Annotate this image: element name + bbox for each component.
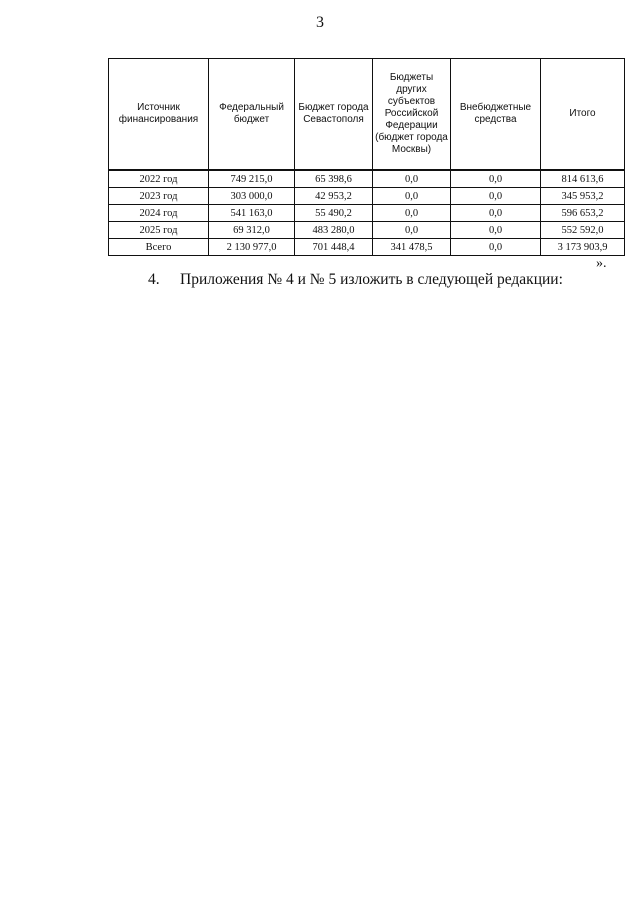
value-cell: 42 953,2: [295, 188, 373, 205]
table-row: [109, 188, 625, 205]
value-cell: 701 448,4: [295, 239, 373, 256]
table-row: [109, 222, 625, 239]
value-cell: 552 592,0: [541, 222, 625, 239]
header-cell-federal: Федеральный бюджет: [209, 59, 295, 171]
value-cell: 55 490,2: [295, 205, 373, 222]
table-row: [109, 205, 625, 222]
header-cell-sevastopol: Бюджет города Севастополя: [295, 59, 373, 171]
header-cell-source: Источник финансирования: [109, 59, 209, 171]
value-cell: 0,0: [451, 239, 541, 256]
value-cell: 65 398,6: [295, 170, 373, 188]
value-cell: 3 173 903,9: [541, 239, 625, 256]
table-total-row: [109, 239, 625, 256]
value-cell: 341 478,5: [373, 239, 451, 256]
value-cell: 0,0: [451, 205, 541, 222]
header-cell-total: Итого: [541, 59, 625, 171]
value-cell: 2 130 977,0: [209, 239, 295, 256]
value-cell: 69 312,0: [209, 222, 295, 239]
closing-quote: ».: [596, 256, 607, 271]
amendment-paragraph: [148, 271, 563, 289]
value-cell: 814 613,6: [541, 170, 625, 188]
value-cell: 749 215,0: [209, 170, 295, 188]
row-label-cell: 2022 год: [109, 170, 209, 188]
table-header-row: [109, 59, 625, 171]
value-cell: 541 163,0: [209, 205, 295, 222]
header-cell-extrabudgetary: Внебюджетные средства: [451, 59, 541, 171]
table-row: [109, 170, 625, 188]
value-cell: 0,0: [451, 222, 541, 239]
value-cell: 345 953,2: [541, 188, 625, 205]
paragraph-text: Приложения № 4 и № 5 изложить в следующей редакции:: [180, 271, 563, 288]
value-cell: 0,0: [373, 222, 451, 239]
row-label-cell: Всего: [109, 239, 209, 256]
row-label-cell: 2024 год: [109, 205, 209, 222]
page-number: 3: [316, 14, 324, 31]
value-cell: 483 280,0: [295, 222, 373, 239]
value-cell: 0,0: [373, 188, 451, 205]
row-label-cell: 2023 год: [109, 188, 209, 205]
header-cell-other-subjects: Бюджеты других субъектов Российской Федерации (бюджет города Москвы): [373, 59, 451, 171]
value-cell: 0,0: [373, 205, 451, 222]
value-cell: 0,0: [451, 188, 541, 205]
value-cell: 0,0: [373, 170, 451, 188]
value-cell: 303 000,0: [209, 188, 295, 205]
value-cell: 596 653,2: [541, 205, 625, 222]
row-label-cell: 2025 год: [109, 222, 209, 239]
paragraph-number: 4.: [148, 271, 160, 288]
value-cell: 0,0: [451, 170, 541, 188]
financing-table: [108, 58, 625, 256]
